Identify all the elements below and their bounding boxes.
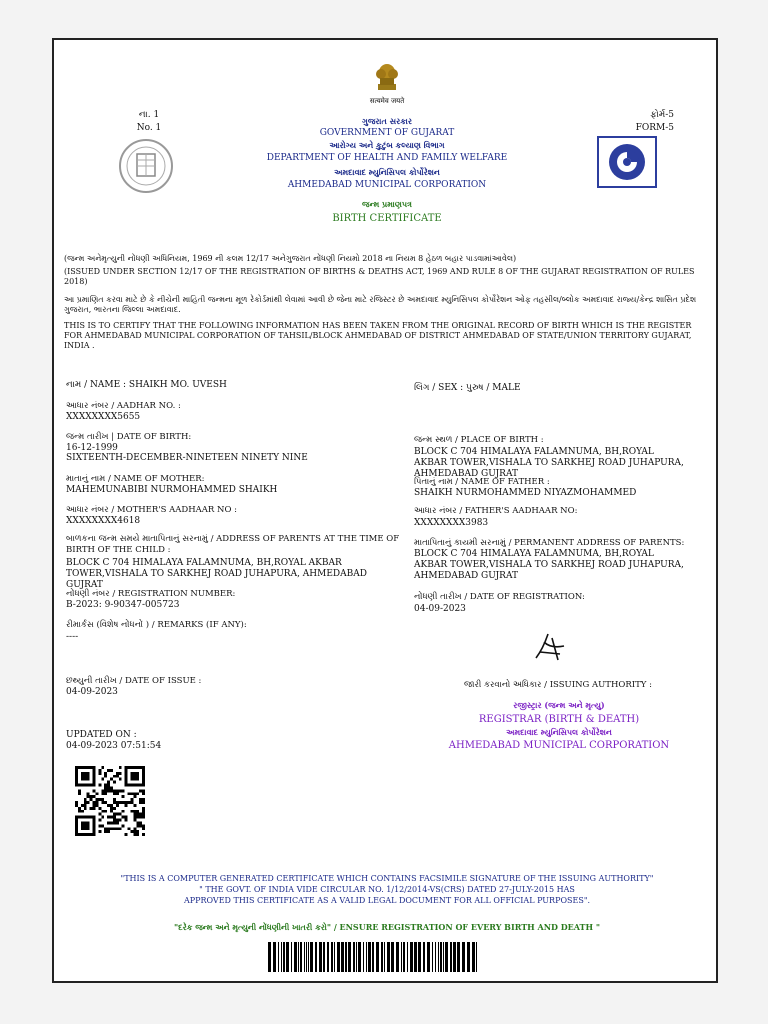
updated-label: UPDATED ON :	[66, 730, 137, 740]
dept-en: DEPARTMENT OF HEALTH AND FAMILY WELFARE	[266, 153, 508, 163]
certify-en: THIS IS TO CERTIFY THAT THE FOLLOWING INFORMATION HAS BEEN TAKEN FROM THE ORIGINAL RECORD OF BIRTH WHICH IS THE REGISTER FOR AHMEDABAD MUNICIPAL CORPORATION OF TAHSIL/BLOCK AHMEDABAD OF DISTRICT AHMEDABAD OF STATE/UNION TERRITORY GUJARAT, INDIA .	[64, 321, 692, 350]
address-birth-label: બાળકના જન્મ સમયે માતાપિતાનું સરનામું / ADDRESS OF PARENTS AT THE TIME OF BIRTH OF THE CHILD :	[66, 534, 400, 555]
certificate-sheet	[52, 38, 718, 983]
address-birth-value: BLOCK C 704 HIMALAYA FALAMNUMA, BH,ROYAL AKBAR TOWER,VISHALA TO SARKHEJ ROAD JUHAPURA, AHMEDABAD GUJRAT	[66, 558, 367, 590]
slogan-gu: "દરેક જન્મ અને મૃત્યુની નોંધણીની ખાતરી કરો"	[173, 922, 332, 932]
mother-aadhaar-value: XXXXXXXX4618	[66, 516, 141, 526]
father-value: SHAIKH NURMOHAMMED NIYAZMOHAMMED	[414, 488, 637, 498]
child-name: નામ / NAME : SHAIKH MO. UVESH	[66, 380, 227, 390]
address-perm-value: BLOCK C 704 HIMALAYA FALAMNUMA, BH,ROYAL AKBAR TOWER,VISHALA TO SARKHEJ ROAD JUHAPURA, AHMEDABAD GUJRAT	[414, 549, 684, 581]
reg-date-value: 04-09-2023	[414, 604, 466, 614]
authority-label: જારી કરવાનો અધિકાર / ISSUING AUTHORITY :	[464, 680, 652, 690]
footer-line1: "THIS IS A COMPUTER GENERATED CERTIFICATE WHICH CONTAINS FACSIMILE SIGNATURE OF THE ISSUING AUTHORITY"	[120, 874, 654, 883]
title-en: BIRTH CERTIFICATE	[332, 213, 442, 224]
number-gu: ના. 1	[138, 110, 160, 120]
dob-words: SIXTEENTH-DECEMBER-NINETEEN NINETY NINE	[66, 453, 308, 463]
pob-value: BLOCK C 704 HIMALAYA FALAMNUMA, BH,ROYAL AKBAR TOWER,VISHALA TO SARKHEJ ROAD JUHAPURA, AHMEDABAD GUJRAT	[414, 447, 684, 479]
aadhar-value: XXXXXXXX5655	[66, 412, 141, 422]
address-perm-label: માતાપિતાનું કાયમી સરનામું / PERMANENT ADDRESS OF PARENTS:	[414, 538, 685, 548]
pob-label: જન્મ સ્થળ / PLACE OF BIRTH :	[414, 435, 544, 445]
issue-value: 04-09-2023	[66, 687, 118, 697]
mother-aadhaar-label: આધાર નંબર / MOTHER'S AADHAAR NO :	[66, 505, 237, 515]
signature-icon	[530, 630, 570, 664]
gov-en: GOVERNMENT OF GUJARAT	[319, 128, 455, 138]
form-gu: ફોર્મ-5	[650, 110, 674, 120]
mother-label: માતાનું નામ / NAME OF MOTHER:	[66, 474, 205, 484]
dept-gu: આરોગ્ય અને કુટુંબ કલ્યાણ વિભાગ	[329, 140, 445, 150]
father-label: પિતાનું નામ / NAME OF FATHER :	[414, 477, 550, 487]
registrar-gu: રજીસ્ટ્રાર (જન્મ અને મૃત્યુ)	[513, 700, 605, 710]
issued-gu: (જન્મ અનેમૃત્યુની નોંધણી અધિનિયમ, 1969 ની કલમ 12/17 અનેગુજરાત નોંધણી નિયમો 2018 ના નિયમ 8 હેઠળ બહાર પાડવામાંઆવેલ)	[64, 254, 517, 263]
corp-gu: અમદાવાદ મ્યુનિસિપલ કોર્પોરેશન	[334, 167, 440, 177]
updated-value: 04-09-2023 07:51:54	[66, 741, 162, 751]
aadhar-label: આધાર નંબર / AADHAR NO. :	[66, 401, 181, 411]
reg-date-label: નોંધણી તારીખ / DATE OF REGISTRATION:	[414, 592, 585, 602]
number-en: No. 1	[136, 123, 162, 133]
footer-line2: " THE GOVT. OF INDIA VIDE CIRCULAR NO. 1/12/2014-VS(CRS) DATED 27-JULY-2015 HAS	[199, 885, 575, 894]
remarks-value: ----	[66, 632, 79, 642]
dob-label: જન્મ તારીખ | DATE OF BIRTH:	[66, 432, 192, 442]
corp-en: AHMEDABAD MUNICIPAL CORPORATION	[287, 180, 487, 190]
issued-en: (ISSUED UNDER SECTION 12/17 OF THE REGISTRATION OF BIRTHS & DEATHS ACT, 1969 AND RULE 8 OF THE GUJARAT REGISTRATION OF RULES 2018)	[64, 267, 695, 286]
father-aadhaar-label: આધાર નંબર / FATHER'S AADHAAR NO:	[414, 506, 578, 516]
reg-no-value: B-2023: 9-90347-005723	[66, 600, 180, 610]
certify-gu: આ પ્રમાણિત કરવા માટે છે કે નીચેની માહિતી જન્મના મૂળ રેકોર્ડમાંથી લેવામાં આવી છે જેના માટે રજિસ્ટર છે અમદાવાદ મ્યુનિસિપલ કોર્પોરેશન ઓફ તહસીલ/બ્લોક અમદાવાદ રાજ્ય/કેન્દ્ર શાસિત પ્રદેશ ગુજરાત, ભારતના જિલ્લા અમદાવાદ.	[64, 295, 697, 314]
form-en: FORM-5	[635, 123, 674, 133]
sex: લિંગ / SEX : પુરુષ / MALE	[414, 383, 521, 393]
dob-value: 16-12-1999	[66, 443, 118, 453]
issue-label: છથ્યુની તારીખ / DATE OF ISSUE :	[66, 676, 202, 686]
authority-corp-gu: અમદાવાદ મ્યુનિસિપલ કોર્પોરેશન	[506, 727, 612, 737]
qr-code-icon	[74, 766, 146, 836]
slogan	[54, 922, 720, 932]
gov-gu: ગુજરાત સરકાર	[362, 116, 412, 126]
registrar-en: REGISTRAR (BIRTH & DEATH)	[478, 714, 640, 725]
mother-value: MAHEMUNABIBI NURMOHAMMED SHAIKH	[66, 485, 278, 495]
reg-no-label: નોંધણી નંબર / REGISTRATION NUMBER:	[66, 589, 236, 599]
barcode-icon	[268, 942, 508, 974]
authority-corp-en: AHMEDABAD MUNICIPAL CORPORATION	[448, 740, 670, 751]
father-aadhaar-value: XXXXXXXX3983	[414, 518, 489, 528]
footer-line3: APPROVED THIS CERTIFICATE AS A VALID LEGAL DOCUMENT FOR ALL OFFICIAL PURPOSES".	[183, 896, 591, 905]
national-emblem-icon	[373, 58, 401, 92]
remarks-label: રીમાર્કસ (વિશેષ નોંધનોં ) / REMARKS (IF ANY):	[66, 620, 247, 630]
title-gu: જન્મ પ્રમાણપત્ર	[362, 199, 412, 209]
emblem-motto: सत्यमेव जयते	[369, 97, 405, 105]
slogan-en: / ENSURE REGISTRATION OF EVERY BIRTH AND DEATH "	[331, 922, 601, 932]
